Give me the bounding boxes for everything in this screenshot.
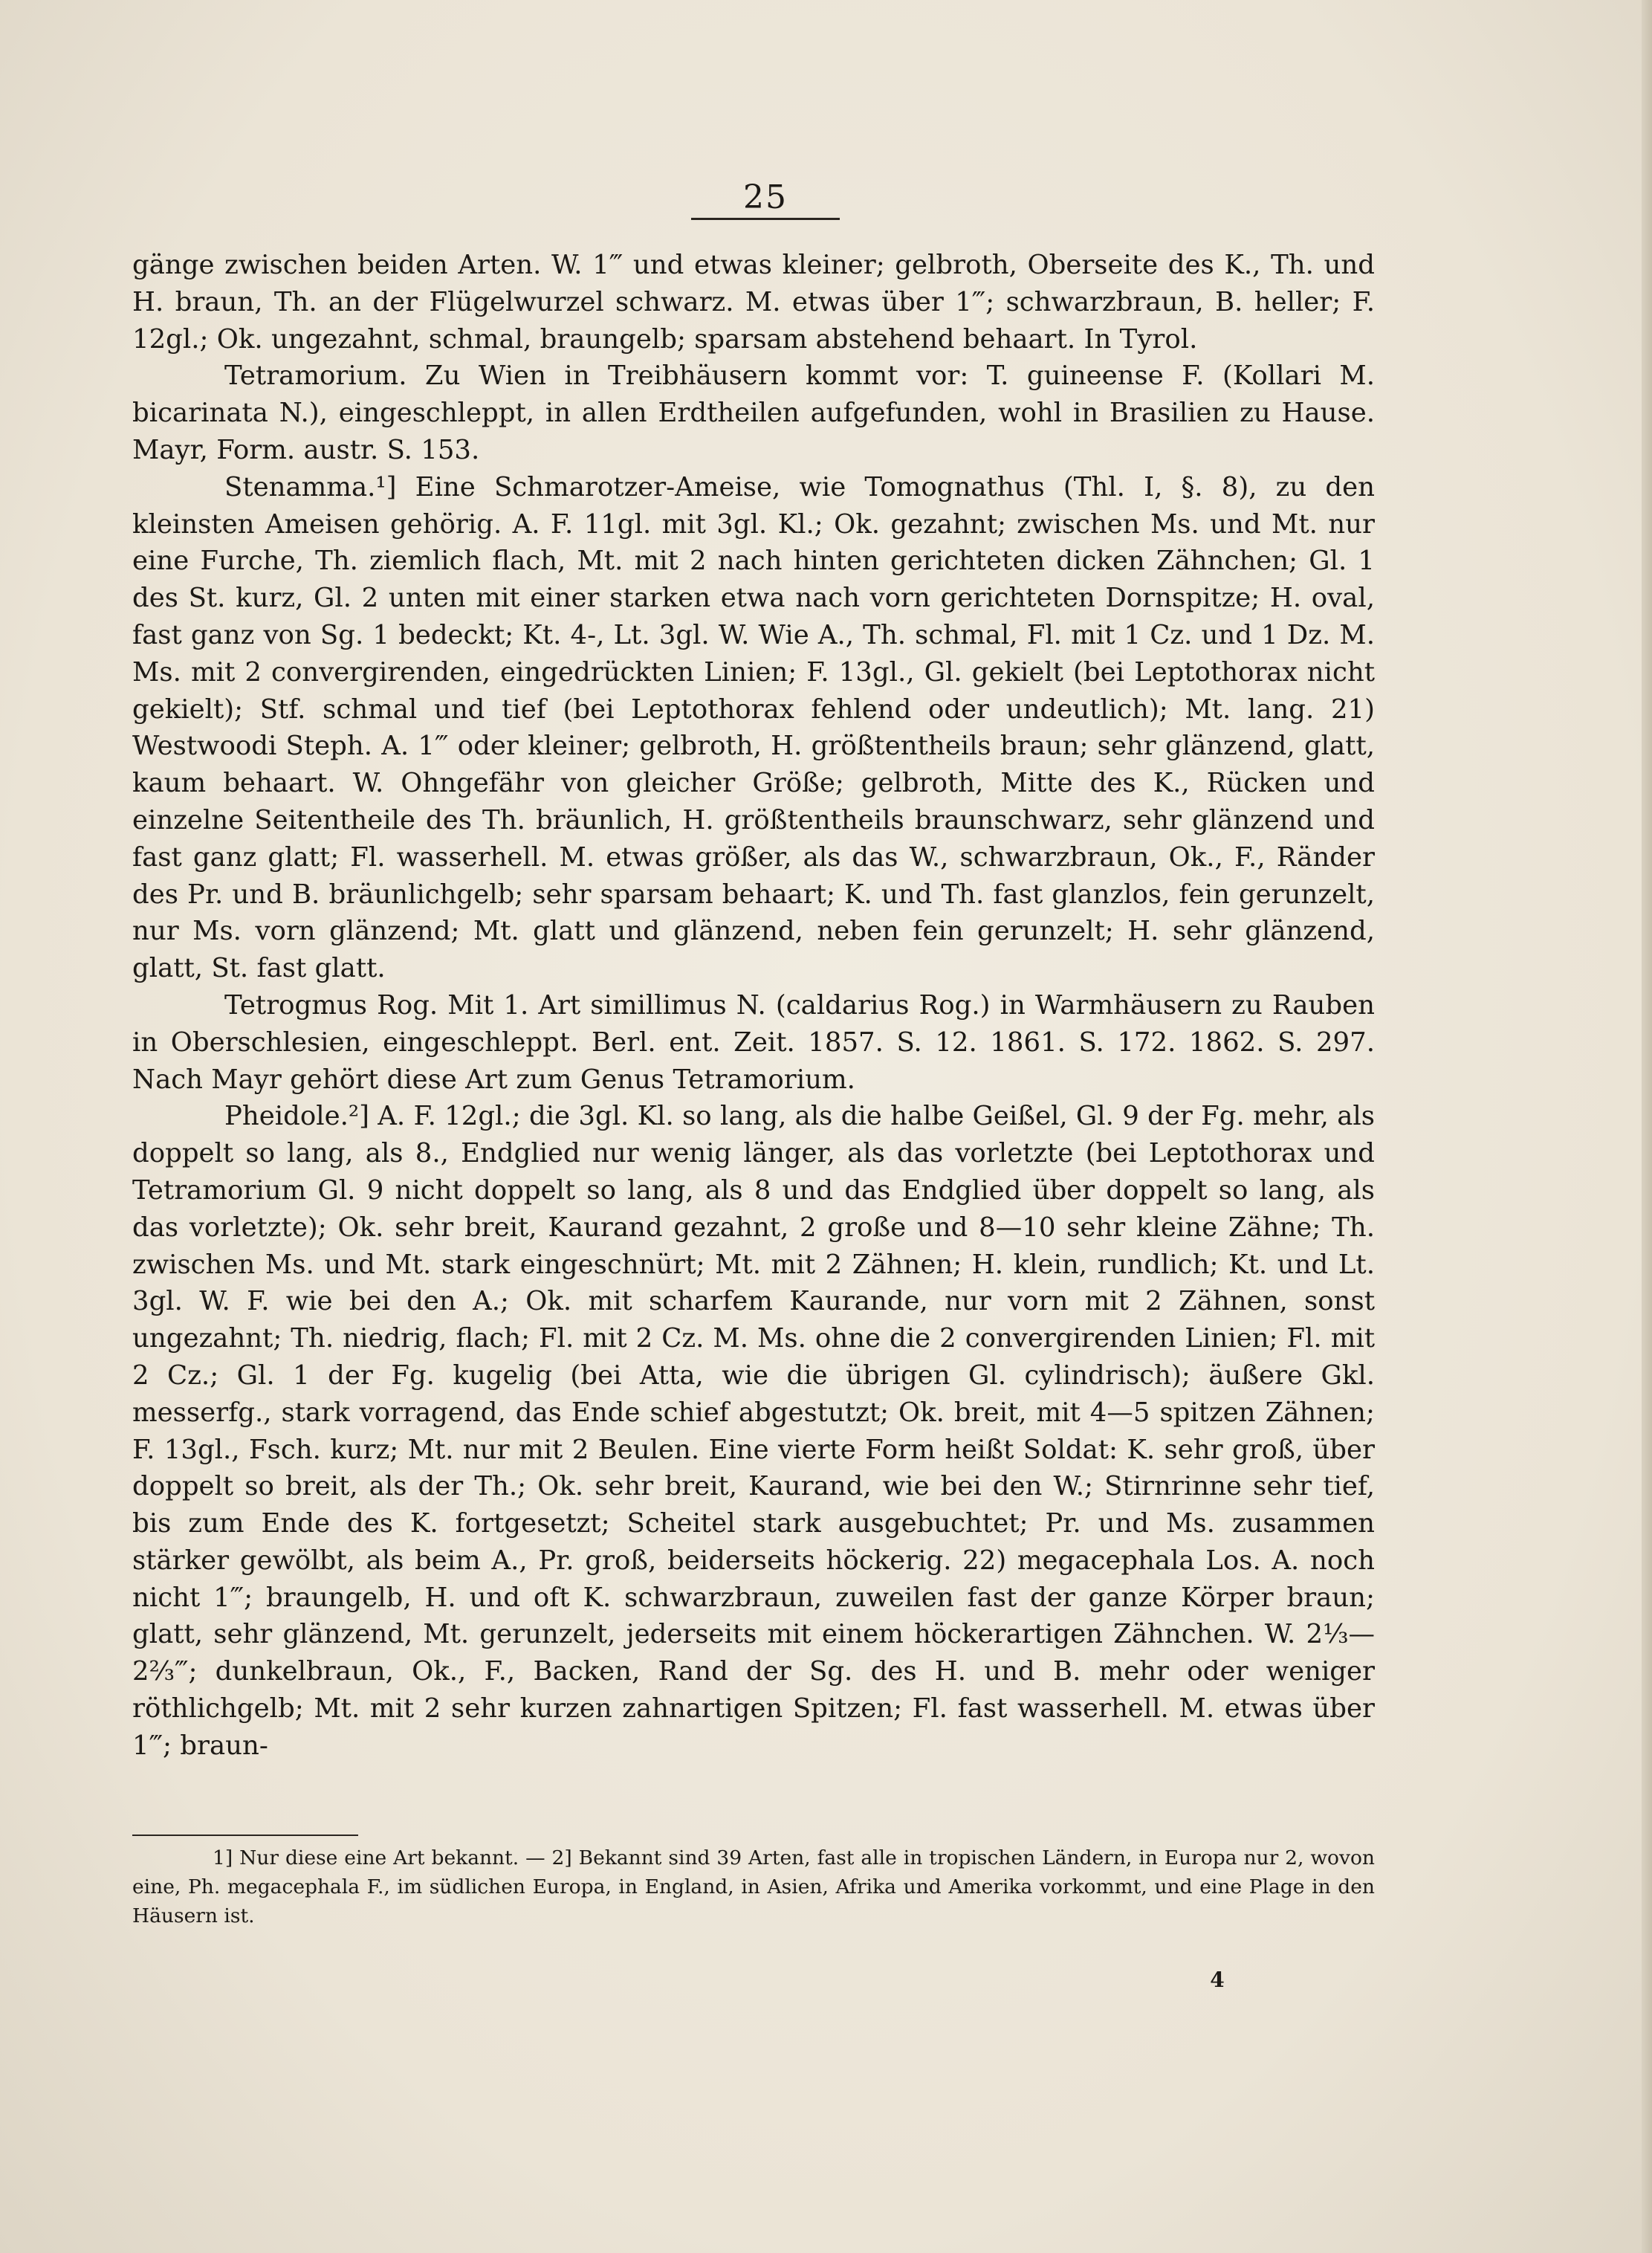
paragraph-tetramorium: Tetramorium. Zu Wien in Treibhäusern kommt vor: T. guineense F. (Kollari M. bicarinata N.), eingeschleppt, in allen Erdtheilen aufgefunden, wohl in Brasilien zu Hause. Mayr, Form. austr. S. 153. [132,361,1375,465]
footnote-rule [132,1835,358,1836]
page-edge [1642,0,1652,2253]
footnotes [132,1843,1375,1930]
footnote-text: 1] Nur diese eine Art bekannt. — 2] Bekannt sind 39 Arten, fast alle in tropischen Ländern, in Europa nur 2, wovon eine, Ph. megacephala F., im südlichen Europa, in England, in Asien, Afrika und Amerika vorkommt, und eine Plage in den Häusern ist. [132,1846,1375,1927]
signature-mark: 4 [1210,1968,1225,1992]
paragraph-continuation: gänge zwischen beiden Arten. W. 1‴ und etwas kleiner; gelbroth, Oberseite des K., Th. und H. braun, Th. an der Flügelwurzel schwarz. M. etwas über 1‴; schwarzbraun, B. heller; F. 12gl.; Ok. ungezahnt, schmal, braungelb; sparsam abstehend behaart. In Tyrol. [132,250,1375,355]
header-rule [691,218,840,220]
paragraph-pheidole: Pheidole.²] A. F. 12gl.; die 3gl. Kl. so lang, als die halbe Geißel, Gl. 9 der Fg. mehr, als doppelt so lang, als 8., Endglied nur wenig länger, als das vorletzte (bei Leptothorax und Tetramorium Gl. 9 nicht doppelt so lang, als 8 und das Endglied über doppelt so lang, als das vorletzte); Ok. sehr breit, Kaurand gezahnt, 2 große und 8—10 sehr kleine Zähne; Th. zwischen Ms. und Mt. stark eingeschnürt; Mt. mit 2 Zähnen; H. klein, rundlich; Kt. und Lt. 3gl. W. F. wie bei den A.; Ok. mit scharfem Kaurande, nur vorn mit 2 Zähnen, sonst ungezahnt; Th. niedrig, flach; Fl. mit 2 Cz. M. Ms. ohne die 2 convergirenden Linien; Fl. mit 2 Cz.; Gl. 1 der Fg. kugelig (bei Atta, wie die übrigen Gl. cylindrisch); äußere Gkl. messerfg., stark vorragend, das Ende schief abgestutzt; Ok. breit, mit 4—5 spitzen Zähnen; F. 13gl., Fsch. kurz; Mt. nur mit 2 Beulen. Eine vierte Form heißt Soldat: K. sehr groß, über doppelt so breit, als der Th.; Ok. sehr breit, Kaurand, wie bei den W.; Stirnrinne sehr tief, bis zum Ende des K. fortgesetzt; Scheitel stark ausgebuchtet; Pr. und Ms. zusammen stärker gewölbt, als beim A., Pr. groß, beiderseits höckerig. 22) megacephala Los. A. noch nicht 1‴; braungelb, H. und oft K. schwarzbraun, zuweilen fast der ganze Körper braun; glatt, sehr glänzend, Mt. gerunzelt, jederseits mit einem höckerartigen Zähnchen. W. 2⅓—2⅔‴; dunkelbraun, Ok., F., Backen, Rand der Sg. des H. und B. mehr oder weniger röthlichgelb; Mt. mit 2 sehr kurzen zahnartigen Spitzen; Fl. fast wasserhell. M. etwas über 1‴; braun- [132,1101,1375,1761]
page-number: 25 [743,178,788,216]
main-text [132,247,1375,1765]
paragraph-stenamma: Stenamma.¹] Eine Schmarotzer-Ameise, wie Tomognathus (Thl. I, §. 8), zu den kleinsten Ameisen gehörig. A. F. 11gl. mit 3gl. Kl.; Ok. gezahnt; zwischen Ms. und Mt. nur eine Furche, Th. ziemlich flach, Mt. mit 2 nach hinten gerichteten dicken Zähnchen; Gl. 1 des St. kurz, Gl. 2 unten mit einer starken etwa nach vorn gerichteten Dornspitze; H. oval, fast ganz von Sg. 1 bedeckt; Kt. 4-, Lt. 3gl. W. Wie A., Th. schmal, Fl. mit 1 Cz. und 1 Dz. M. Ms. mit 2 convergirenden, eingedrückten Linien; F. 13gl., Gl. gekielt (bei Leptothorax nicht gekielt); Stf. schmal und tief (bei Leptothorax fehlend oder undeutlich); Mt. lang. 21) Westwoodi Steph. A. 1‴ oder kleiner; gelbroth, H. größtentheils braun; sehr glänzend, glatt, kaum behaart. W. Ohngefähr von gleicher Größe; gelbroth, Mitte des K., Rücken und einzelne Seitentheile des Th. bräunlich, H. größtentheils braunschwarz, sehr glänzend und fast ganz glatt; Fl. wasserhell. M. etwas größer, als das W., schwarzbraun, Ok., F., Ränder des Pr. und B. bräunlichgelb; sehr sparsam behaart; K. und Th. fast glanzlos, fein gerunzelt, nur Ms. vorn glänzend; Mt. glatt und glänzend, neben fein gerunzelt; H. sehr glänzend, glatt, St. fast glatt. [132,471,1375,984]
paragraph-tetrogmus: Tetrogmus Rog. Mit 1. Art simillimus N. (caldarius Rog.) in Warmhäusern zu Rauben in Oberschlesien, eingeschleppt. Berl. ent. Zeit. 1857. S. 12. 1861. S. 172. 1862. S. 297. Nach Mayr gehört diese Art zum Genus Tetramorium. [132,989,1375,1095]
